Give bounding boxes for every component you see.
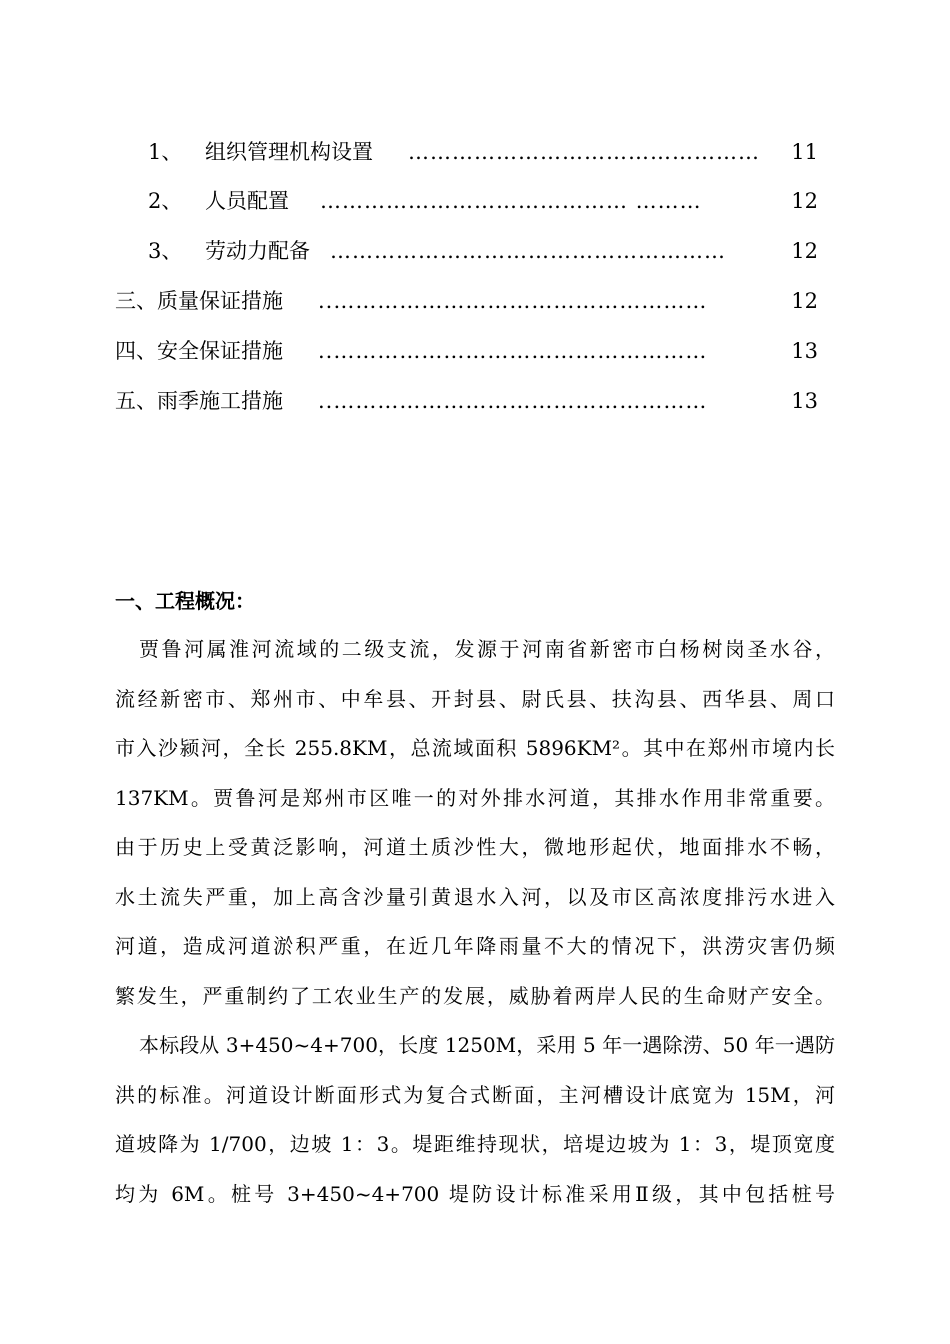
paragraph-line: 水土流失严重，加上高含沙量引黄退水入河，以及市区高浓度排污水进入: [115, 885, 835, 909]
toc-entry-page: 13: [790, 336, 818, 366]
toc-entry-leader: ..……………………………………………: [318, 289, 708, 313]
toc-entry-page: 13: [790, 386, 818, 416]
toc-entry-leader: ..……………………………………………: [318, 339, 708, 363]
toc-entry[interactable]: [0, 286, 950, 316]
toc-entry-title: 人员配置: [205, 186, 291, 216]
paragraph-line: 河道，造成河道淤积严重，在近几年降雨量不大的情况下，洪涝灾害仍频: [115, 934, 835, 958]
paragraph-line: 由于历史上受黄泛影响，河道土质沙性大，微地形起伏，地面排水不畅，: [115, 835, 835, 859]
toc-entry-title: 三、质量保证措施: [115, 286, 285, 316]
toc-entry-leader: …………………………………… ………: [320, 189, 702, 213]
toc-entry[interactable]: [0, 186, 950, 216]
toc-entry-page: 11: [790, 137, 818, 167]
toc-entry[interactable]: [0, 236, 950, 266]
paragraph-line: 均为 6M。桩号 3+450~4+700 堤防设计标准采用Ⅱ级，其中包括桩号: [115, 1182, 835, 1206]
toc-entry-title: 劳动力配备: [205, 236, 312, 266]
toc-entry-leader: ………………………………………………: [330, 239, 726, 263]
paragraph-line: 洪的标准。河道设计断面形式为复合式断面，主河槽设计底宽为 15M，河: [115, 1083, 835, 1107]
section-heading: 一、工程概况：: [115, 589, 255, 613]
toc-entry-title: 四、安全保证措施: [115, 336, 285, 366]
paragraph-line: 繁发生，严重制约了工农业生产的发展，威胁着两岸人民的生命财产安全。: [115, 984, 835, 1008]
paragraph-line: 流经新密市、郑州市、中牟县、开封县、尉氏县、扶沟县、西华县、周口: [115, 687, 835, 711]
toc-entry-title: 组织管理机构设置: [205, 137, 375, 167]
paragraph-line: 137KM。贾鲁河是郑州市区唯一的对外排水河道，其排水作用非常重要。: [115, 786, 835, 810]
paragraph-line: 贾鲁河属淮河流域的二级支流，发源于河南省新密市白杨树岗圣水谷，: [139, 637, 835, 661]
paragraph-line: 本标段从 3+450~4+700，长度 1250M，采用 5 年一遇除涝、50 年一遇防: [139, 1033, 835, 1057]
paragraph-line: 道坡降为 1/700，边坡 1：3。堤距维持现状，培堤边坡为 1：3，堤顶宽度: [115, 1132, 835, 1156]
toc-entry[interactable]: [0, 386, 950, 416]
toc-entry-page: 12: [790, 186, 818, 216]
toc-entry-title: 五、雨季施工措施: [115, 386, 285, 416]
paragraph-line: 市入沙颍河，全长 255.8KM，总流域面积 5896KM²。其中在郑州市境内长: [115, 736, 835, 760]
toc-entry-page: 12: [790, 286, 818, 316]
toc-entry-leader: …………………………………………: [408, 140, 760, 164]
toc-entry-page: 12: [790, 236, 818, 266]
toc-entry-number: 2、: [148, 189, 183, 213]
toc-entry[interactable]: [0, 336, 950, 366]
toc-entry-leader: ..……………………………………………: [318, 389, 708, 413]
toc-entry-number: 1、: [148, 140, 183, 164]
toc-entry[interactable]: [0, 137, 950, 167]
toc-entry-number: 3、: [148, 239, 183, 263]
